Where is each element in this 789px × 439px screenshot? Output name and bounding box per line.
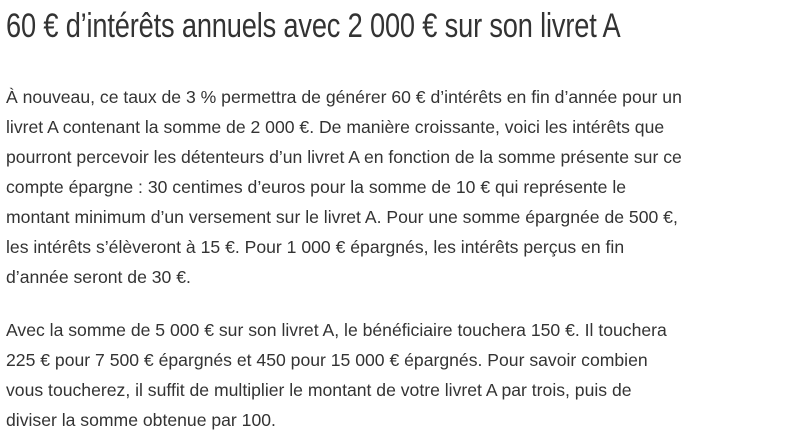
paragraph-line: livret A contenant la somme de 2 000 €. De manière croissante, voici les intérêts que xyxy=(6,117,665,137)
paragraph-line: À nouveau, ce taux de 3 % permettra de générer 60 € d’intérêts en fin d’année pour un xyxy=(6,87,682,107)
paragraph-line: montant minimum d’un versement sur le livret A. Pour une somme épargnée de 500 €, xyxy=(6,207,678,227)
paragraph-calculation-method xyxy=(6,315,778,435)
paragraph-line: les intérêts s’élèveront à 15 €. Pour 1 000 € épargnés, les intérêts perçus en fin xyxy=(6,237,625,257)
paragraph-line: 225 € pour 7 500 € épargnés et 450 pour 15 000 € épargnés. Pour savoir combien xyxy=(6,350,648,370)
paragraph-line: Avec la somme de 5 000 € sur son livret A, le bénéficiaire touchera 150 €. Il touchera xyxy=(6,320,667,340)
paragraph-line: vous toucherez, il suffit de multiplier le montant de votre livret A par trois, puis de xyxy=(6,380,632,400)
article-heading: 60 € d’intérêts annuels avec 2 000 € sur son livret A xyxy=(6,7,621,45)
paragraph-line: pourront percevoir les détenteurs d’un livret A en fonction de la somme présente sur ce xyxy=(6,147,682,167)
paragraph-line: diviser la somme obtenue par 100. xyxy=(6,410,276,430)
paragraph-interest-examples xyxy=(6,82,778,292)
paragraph-line: compte épargne : 30 centimes d’euros pour la somme de 10 € qui représente le xyxy=(6,177,627,197)
paragraph-line: d’année seront de 30 €. xyxy=(6,267,191,287)
